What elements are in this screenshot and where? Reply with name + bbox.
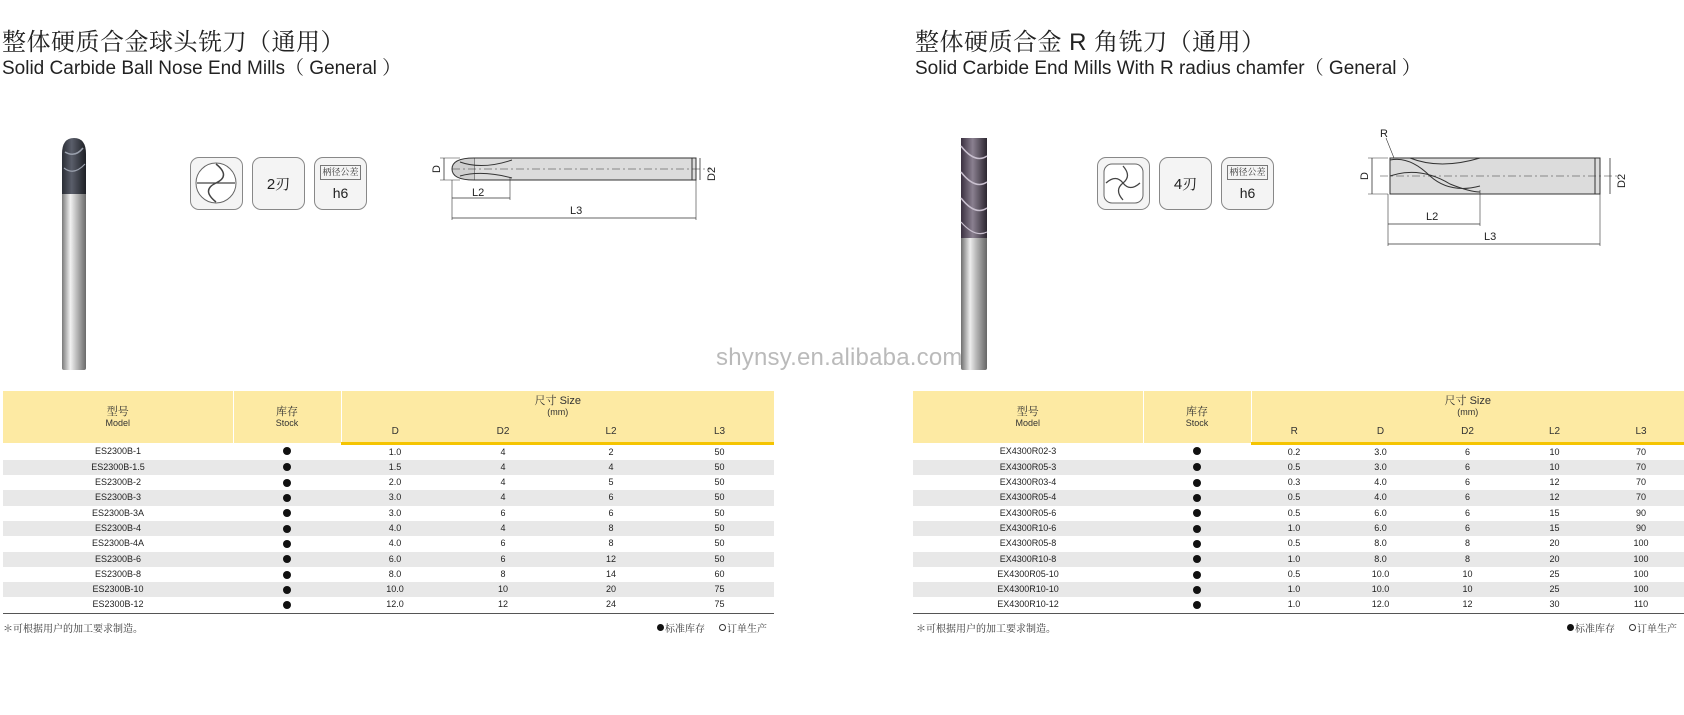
model-cell: EX4300R02-3 — [913, 443, 1143, 460]
model-cell: ES2300B-3A — [3, 506, 233, 521]
size-cell-l3: 75 — [665, 582, 774, 597]
in-stock-dot-icon — [283, 494, 291, 502]
size-cell-l3: 50 — [665, 490, 774, 505]
label-l2: L2 — [1426, 211, 1439, 223]
size-cell-r: 1.0 — [1251, 552, 1337, 567]
size-cell-d2: 6 — [449, 536, 557, 551]
r-radius-spec-table — [913, 391, 1684, 614]
tolerance-value: h6 — [1239, 185, 1256, 201]
size-cell-l2: 12 — [557, 552, 665, 567]
size-cell-l3: 50 — [665, 552, 774, 567]
section-title-en: Solid Carbide Ball Nose End Mills（ General ） — [2, 58, 402, 79]
size-cell-r: 0.5 — [1251, 536, 1337, 551]
size-cell-l2: 15 — [1511, 521, 1598, 536]
size-cell-d: 3.0 — [341, 490, 449, 505]
size-cell-d: 1.0 — [341, 443, 449, 460]
size-cell-l3: 50 — [665, 521, 774, 536]
size-cell-l3: 100 — [1598, 536, 1684, 551]
size-cell-d: 4.0 — [341, 536, 449, 551]
in-stock-dot-icon — [283, 540, 291, 548]
size-cell-d: 3.0 — [1337, 443, 1424, 460]
size-cell-d2: 6 — [1424, 506, 1511, 521]
stock-cell — [233, 475, 341, 490]
size-cell-d: 8.0 — [341, 567, 449, 582]
stock-cell — [1143, 490, 1251, 505]
model-cell: EX4300R03-4 — [913, 475, 1143, 490]
size-cell-r: 0.2 — [1251, 443, 1337, 460]
in-stock-dot-icon — [1193, 586, 1201, 594]
section-title-cn: 整体硬质合金 R 角铣刀（通用） — [915, 29, 1266, 56]
label-d2: D2 — [706, 166, 718, 181]
column-header-l2: L2 — [557, 421, 665, 443]
size-cell-d2: 6 — [1424, 521, 1511, 536]
size-cell-l2: 30 — [1511, 597, 1598, 613]
stock-cell — [1143, 597, 1251, 613]
table-row — [913, 536, 1684, 551]
size-cell-l2: 8 — [557, 536, 665, 551]
size-cell-l3: 50 — [665, 475, 774, 490]
in-stock-dot-icon — [1193, 540, 1201, 548]
size-cell-l2: 12 — [1511, 490, 1598, 505]
size-cell-l3: 50 — [665, 506, 774, 521]
size-cell-r: 0.3 — [1251, 475, 1337, 490]
model-cell: EX4300R10-12 — [913, 597, 1143, 613]
size-cell-l3: 70 — [1598, 443, 1684, 460]
size-cell-r: 0.5 — [1251, 460, 1337, 475]
table-row — [3, 536, 774, 551]
model-cell: ES2300B-8 — [3, 567, 233, 582]
header-stock: 库存 Stock — [1143, 391, 1251, 443]
model-cell: ES2300B-10 — [3, 582, 233, 597]
in-stock-dot-icon — [1193, 509, 1201, 517]
model-cell: EX4300R10-8 — [913, 552, 1143, 567]
legend-order: 订单生产 — [727, 624, 767, 635]
size-cell-l2: 10 — [1511, 443, 1598, 460]
ball-nose-dimension-drawing — [432, 148, 722, 233]
size-cell-d2: 10 — [449, 582, 557, 597]
in-stock-dot-icon — [1193, 494, 1201, 502]
column-header-d2: D2 — [1424, 421, 1511, 443]
size-cell-d: 1.5 — [341, 460, 449, 475]
model-cell: ES2300B-3 — [3, 490, 233, 505]
stock-cell — [1143, 582, 1251, 597]
model-cell: ES2300B-1.5 — [3, 460, 233, 475]
stock-cell — [233, 490, 341, 505]
tolerance-value: h6 — [332, 185, 349, 201]
tolerance-label: 柄径公差 — [1227, 165, 1267, 180]
size-cell-d2: 6 — [449, 506, 557, 521]
size-cell-d2: 4 — [449, 460, 557, 475]
flute-count-badge: 4刃 — [1159, 157, 1212, 210]
size-cell-l2: 6 — [557, 490, 665, 505]
stock-cell — [1143, 475, 1251, 490]
size-cell-l2: 10 — [1511, 460, 1598, 475]
size-cell-d: 12.0 — [341, 597, 449, 613]
in-stock-dot-icon — [283, 479, 291, 487]
size-cell-l2: 20 — [557, 582, 665, 597]
model-cell: EX4300R05-3 — [913, 460, 1143, 475]
size-cell-l2: 12 — [1511, 475, 1598, 490]
flute-count-badge: 2刃 — [252, 157, 305, 210]
in-stock-dot-icon — [283, 586, 291, 594]
size-cell-d: 2.0 — [341, 475, 449, 490]
shank-tolerance-badge — [314, 157, 367, 210]
size-cell-l3: 100 — [1598, 582, 1684, 597]
header-model: 型号 Model — [913, 391, 1143, 443]
size-cell-l2: 24 — [557, 597, 665, 613]
table-row — [913, 552, 1684, 567]
in-stock-dot-icon — [1193, 463, 1201, 471]
stock-cell — [1143, 460, 1251, 475]
header-size: 尺寸 Size (mm) — [341, 391, 774, 421]
table-row — [3, 506, 774, 521]
size-cell-l2: 25 — [1511, 567, 1598, 582]
table-row — [913, 521, 1684, 536]
size-cell-l3: 90 — [1598, 506, 1684, 521]
label-r: R — [1380, 128, 1388, 140]
size-cell-d2: 8 — [449, 567, 557, 582]
size-cell-l3: 90 — [1598, 521, 1684, 536]
section-title-cn: 整体硬质合金球头铣刀（通用） — [2, 29, 345, 56]
model-cell: EX4300R05-10 — [913, 567, 1143, 582]
table-row — [913, 475, 1684, 490]
size-cell-l2: 20 — [1511, 552, 1598, 567]
model-cell: ES2300B-4 — [3, 521, 233, 536]
column-header-r: R — [1251, 421, 1337, 443]
table-row — [913, 597, 1684, 613]
stock-cell — [233, 597, 341, 613]
label-d2: D2 — [1616, 173, 1628, 188]
model-cell: EX4300R10-6 — [913, 521, 1143, 536]
size-cell-d2: 6 — [1424, 490, 1511, 505]
size-cell-l3: 50 — [665, 460, 774, 475]
model-cell: EX4300R05-4 — [913, 490, 1143, 505]
model-cell: EX4300R10-10 — [913, 582, 1143, 597]
size-cell-l3: 100 — [1598, 552, 1684, 567]
stock-cell — [233, 506, 341, 521]
r-radius-dimension-drawing — [1350, 126, 1640, 256]
stock-cell — [1143, 506, 1251, 521]
footnote: ＊可根据用户的加工要求制造。 — [3, 624, 143, 635]
size-cell-d: 12.0 — [1337, 597, 1424, 613]
size-cell-l2: 6 — [557, 506, 665, 521]
column-header-l3: L3 — [1598, 421, 1684, 443]
size-cell-d2: 6 — [1424, 460, 1511, 475]
model-cell: EX4300R05-8 — [913, 536, 1143, 551]
size-cell-d2: 6 — [1424, 475, 1511, 490]
watermark: shynsy.en.alibaba.com — [716, 344, 963, 371]
table-row — [3, 597, 774, 613]
in-stock-dot-icon — [283, 509, 291, 517]
stock-cell — [233, 460, 341, 475]
size-cell-l3: 70 — [1598, 475, 1684, 490]
table-row — [913, 506, 1684, 521]
size-cell-d: 10.0 — [1337, 582, 1424, 597]
footnote: ＊可根据用户的加工要求制造。 — [916, 624, 1056, 635]
size-cell-l3: 75 — [665, 597, 774, 613]
size-cell-l2: 14 — [557, 567, 665, 582]
in-stock-dot-icon — [283, 555, 291, 563]
ball-nose-section — [0, 0, 780, 715]
size-cell-l2: 15 — [1511, 506, 1598, 521]
ball-end-profile-icon — [190, 157, 243, 210]
label-l3: L3 — [1484, 231, 1497, 243]
size-cell-l3: 50 — [665, 536, 774, 551]
size-cell-d: 6.0 — [341, 552, 449, 567]
table-row — [3, 490, 774, 505]
legend-standard: 标准库存 — [1575, 624, 1615, 635]
size-cell-l3: 50 — [665, 443, 774, 460]
stock-cell — [1143, 521, 1251, 536]
size-cell-l3: 100 — [1598, 567, 1684, 582]
label-d: D — [432, 165, 443, 173]
size-cell-d2: 4 — [449, 521, 557, 536]
size-cell-d: 4.0 — [341, 521, 449, 536]
in-stock-dot-icon — [1193, 601, 1201, 609]
in-stock-dot-icon — [283, 571, 291, 579]
ball-nose-spec-table — [3, 391, 774, 614]
in-stock-dot-icon — [283, 463, 291, 471]
r-radius-tool-photo — [955, 136, 995, 372]
size-cell-l3: 110 — [1598, 597, 1684, 613]
size-cell-d: 8.0 — [1337, 536, 1424, 551]
standard-stock-dot-icon — [1567, 624, 1574, 631]
size-cell-d2: 4 — [449, 443, 557, 460]
model-cell: ES2300B-6 — [3, 552, 233, 567]
label-d: D — [1359, 172, 1371, 180]
size-cell-l2: 4 — [557, 460, 665, 475]
table-row — [3, 521, 774, 536]
tolerance-label: 柄径公差 — [320, 165, 360, 180]
size-cell-l3: 70 — [1598, 490, 1684, 505]
size-cell-r: 1.0 — [1251, 521, 1337, 536]
stock-legend — [1567, 620, 1677, 635]
stock-cell — [233, 521, 341, 536]
model-cell: ES2300B-1 — [3, 443, 233, 460]
size-cell-d2: 12 — [1424, 597, 1511, 613]
column-header-d: D — [341, 421, 449, 443]
stock-cell — [1143, 567, 1251, 582]
size-cell-l3: 70 — [1598, 460, 1684, 475]
size-cell-l2: 5 — [557, 475, 665, 490]
stock-cell — [233, 582, 341, 597]
in-stock-dot-icon — [1193, 525, 1201, 533]
size-cell-d: 10.0 — [341, 582, 449, 597]
table-row — [3, 552, 774, 567]
size-cell-d2: 6 — [1424, 443, 1511, 460]
size-cell-l2: 8 — [557, 521, 665, 536]
size-cell-r: 0.5 — [1251, 506, 1337, 521]
in-stock-dot-icon — [1193, 447, 1201, 455]
size-cell-r: 1.0 — [1251, 597, 1337, 613]
size-cell-d2: 10 — [1424, 567, 1511, 582]
in-stock-dot-icon — [283, 601, 291, 609]
table-row — [913, 582, 1684, 597]
model-cell: ES2300B-4A — [3, 536, 233, 551]
shank-tolerance-badge — [1221, 157, 1274, 210]
table-row — [913, 460, 1684, 475]
column-header-d: D — [1337, 421, 1424, 443]
in-stock-dot-icon — [1193, 555, 1201, 563]
size-cell-l2: 2 — [557, 443, 665, 460]
standard-stock-dot-icon — [657, 624, 664, 631]
table-row — [913, 567, 1684, 582]
stock-cell — [233, 552, 341, 567]
size-cell-d2: 8 — [1424, 552, 1511, 567]
table-row — [3, 460, 774, 475]
section-title-en: Solid Carbide End Mills With R radius chamfer（ General ） — [915, 58, 1421, 79]
stock-cell — [233, 536, 341, 551]
column-header-l2: L2 — [1511, 421, 1598, 443]
header-stock: 库存 Stock — [233, 391, 341, 443]
size-cell-d2: 12 — [449, 597, 557, 613]
table-row — [3, 567, 774, 582]
column-header-l3: L3 — [665, 421, 774, 443]
legend-standard: 标准库存 — [665, 624, 705, 635]
size-cell-d: 3.0 — [1337, 460, 1424, 475]
column-header-d2: D2 — [449, 421, 557, 443]
model-cell: EX4300R05-6 — [913, 506, 1143, 521]
label-l2: L2 — [472, 187, 485, 199]
size-cell-d: 3.0 — [341, 506, 449, 521]
size-cell-d: 6.0 — [1337, 506, 1424, 521]
label-l3: L3 — [570, 205, 583, 217]
size-cell-d2: 4 — [449, 490, 557, 505]
table-row — [3, 475, 774, 490]
order-production-circle-icon — [719, 624, 726, 631]
legend-order: 订单生产 — [1637, 624, 1677, 635]
size-cell-d: 8.0 — [1337, 552, 1424, 567]
in-stock-dot-icon — [283, 525, 291, 533]
table-row — [913, 490, 1684, 505]
stock-legend — [657, 620, 767, 635]
size-cell-r: 0.5 — [1251, 567, 1337, 582]
size-cell-d2: 10 — [1424, 582, 1511, 597]
size-cell-d: 10.0 — [1337, 567, 1424, 582]
in-stock-dot-icon — [1193, 479, 1201, 487]
header-size: 尺寸 Size (mm) — [1251, 391, 1684, 421]
size-cell-r: 1.0 — [1251, 582, 1337, 597]
size-cell-d: 4.0 — [1337, 490, 1424, 505]
header-model: 型号 Model — [3, 391, 233, 443]
in-stock-dot-icon — [1193, 571, 1201, 579]
model-cell: ES2300B-2 — [3, 475, 233, 490]
table-row — [913, 443, 1684, 460]
size-cell-d: 6.0 — [1337, 521, 1424, 536]
in-stock-dot-icon — [283, 447, 291, 455]
size-cell-d: 4.0 — [1337, 475, 1424, 490]
model-cell: ES2300B-12 — [3, 597, 233, 613]
size-cell-d2: 4 — [449, 475, 557, 490]
ball-nose-tool-photo — [55, 136, 95, 372]
size-cell-d2: 6 — [449, 552, 557, 567]
size-cell-l3: 60 — [665, 567, 774, 582]
stock-cell — [1143, 443, 1251, 460]
stock-cell — [1143, 552, 1251, 567]
stock-cell — [1143, 536, 1251, 551]
table-row — [3, 443, 774, 460]
size-cell-d2: 8 — [1424, 536, 1511, 551]
stock-cell — [233, 443, 341, 460]
size-cell-l2: 25 — [1511, 582, 1598, 597]
order-production-circle-icon — [1629, 624, 1636, 631]
size-cell-r: 0.5 — [1251, 490, 1337, 505]
r-radius-section — [913, 0, 1684, 715]
size-cell-l2: 20 — [1511, 536, 1598, 551]
table-row — [3, 582, 774, 597]
stock-cell — [233, 567, 341, 582]
four-flute-profile-icon — [1097, 157, 1150, 210]
